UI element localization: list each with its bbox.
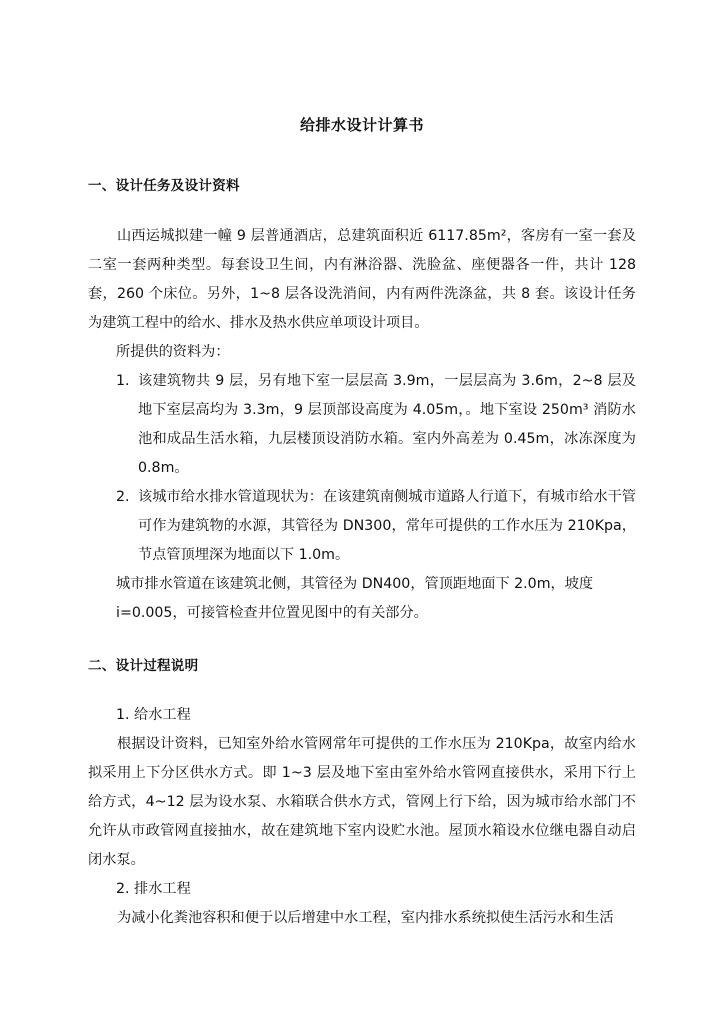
page-title: 给排水设计计算书 [299, 116, 424, 134]
list-text: 该城市给水排水管道现状为：在该建筑南侧城市道路人行道下，有城市给水干管可作为建筑物的水源，其管径为 DN300，常年可提供的工作水压为 210Kpa，节点管顶埋深为地面以下 1.0m。 [138, 489, 636, 563]
list-number: 1. [116, 373, 130, 389]
list-number: 2. [116, 489, 130, 505]
paragraph-intro: 山西运城拟建一幢 9 层普通酒店，总建筑面积近 6117.85m²，客房有一室一套及二室一套两种类型。每套设卫生间，内有淋浴器、洗脸盆、座便器各一件，共计 128 套，260 个床位。另外，1~8 层各设洗消间，内有两件洗涤盆，共 8 套。该设计任务为建筑工程中的给水、排水及热水供应单项设计项目。 [88, 228, 636, 331]
provided-label: 所提供的资料为： [116, 344, 230, 360]
subsection-drainage: 2. 排水工程 [116, 881, 191, 897]
section-heading-2: 二、设计过程说明 [88, 658, 199, 674]
list-item-1 [116, 367, 636, 483]
drainage-line-2: i=0.005，可接管检查井位置见图中的有关部分。 [116, 605, 428, 621]
list-text: 该建筑物共 9 层，另有地下室一层层高 3.9m，一层层高为 3.6m，2~8 层及地下室层高均为 3.3m，9 层顶部设高度为 4.05m，。地下室设 250m³ 消防水池和成品生活水箱，九层楼顶设消防水箱。室内外高差为 0.45m，冰冻深度为 0.8m。 [138, 373, 636, 476]
section-heading-1: 一、设计任务及设计资料 [88, 178, 240, 194]
drainage-line-1: 城市排水管道在该建筑北侧，其管径为 DN400，管顶距地面下 2.0m，坡度 [116, 576, 594, 592]
list-item-2 [116, 483, 636, 570]
paragraph-water-supply: 根据设计资料，已知室外给水管网常年可提供的工作水压为 210Kpa，故室内给水拟采用上下分区供水方式。即 1~3 层及地下室由室外给水管网直接供水，采用下行上给方式，4~12 层为设水泵、水箱联合供水方式，管网上行下给，因为城市给水部门不允许从市政管网直接抽水，故在建筑地下室内设贮水池。屋顶水箱设水位继电器自动启闭水泵。 [88, 736, 636, 868]
paragraph-drainage: 为减小化粪池容积和便于以后增建中水工程，室内排水系统拟使生活污水和生活 [117, 910, 614, 926]
subsection-water-supply: 1. 给水工程 [116, 707, 191, 723]
